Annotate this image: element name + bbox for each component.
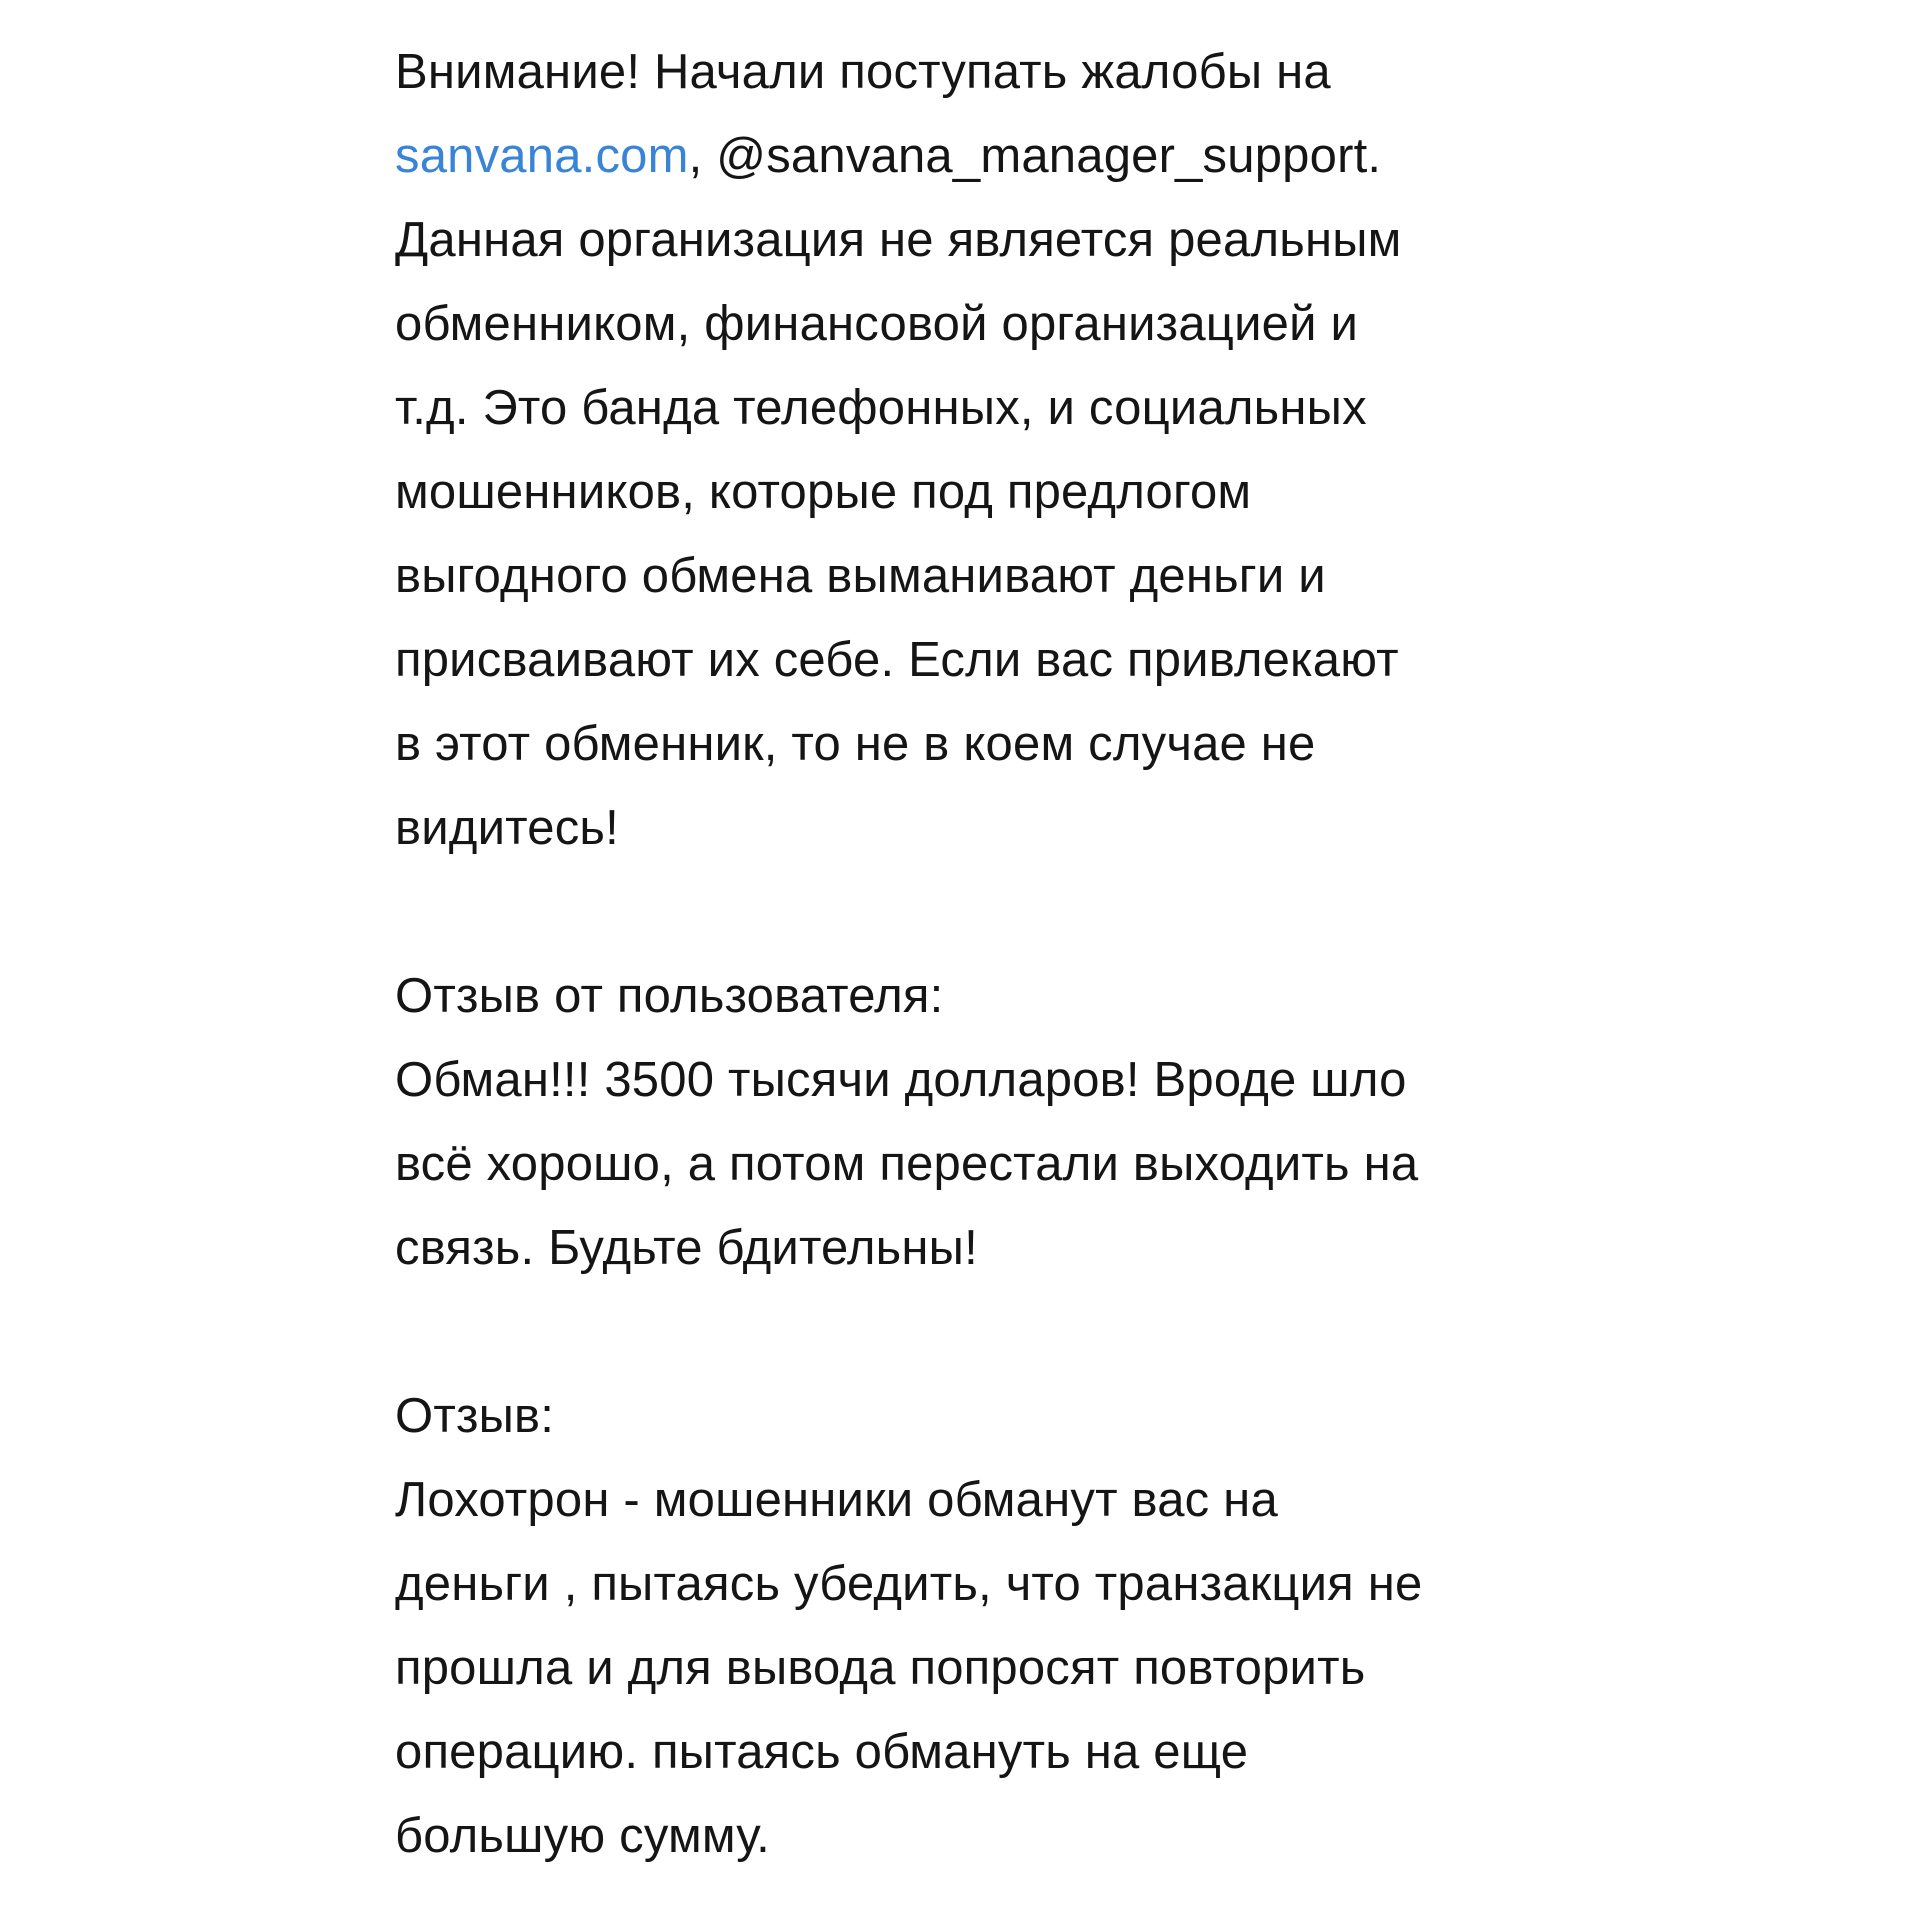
website-link[interactable]: sanvana.com xyxy=(395,129,689,183)
review-line: Лохотрон - мошенники обманут вас на xyxy=(395,1473,1278,1527)
warning-line: т.д. Это банда телефонных, и социальных xyxy=(395,381,1367,435)
review-line: прошла и для вывода попросят повторить xyxy=(395,1641,1366,1695)
warning-line: Данная организация не является реальным xyxy=(395,213,1402,267)
review-line: большую сумму. xyxy=(395,1809,770,1863)
paragraph-gap xyxy=(395,1290,1625,1374)
paragraph-gap xyxy=(395,870,1625,954)
warning-line: присваивают их себе. Если вас привлекают xyxy=(395,633,1399,687)
warning-line: в этот обменник, то не в коем случае не xyxy=(395,717,1316,771)
review-line: операцию. пытаясь обмануть на еще xyxy=(395,1725,1249,1779)
warning-line: обменником, финансовой организацией и xyxy=(395,297,1359,351)
review-heading: Отзыв от пользователя: xyxy=(395,969,944,1023)
warning-line: мошенников, которые под предлогом xyxy=(395,465,1252,519)
support-username: , @sanvana_manager_support. xyxy=(688,129,1382,183)
warning-line: Внимание! Начали поступать жалобы на xyxy=(395,45,1331,99)
warning-line: видитесь! xyxy=(395,801,619,855)
review-line: всё хорошо, а потом перестали выходить на xyxy=(395,1137,1419,1191)
review-line: Обман!!! 3500 тысячи долларов! Вроде шло xyxy=(395,1053,1407,1107)
warning-line xyxy=(395,114,1625,198)
message-text xyxy=(395,30,1625,1878)
review-heading: Отзыв: xyxy=(395,1389,555,1443)
review-line: деньги , пытаясь убедить, что транзакция не xyxy=(395,1557,1423,1611)
warning-line: выгодного обмена выманивают деньги и xyxy=(395,549,1326,603)
review-line: связь. Будьте бдительны! xyxy=(395,1221,978,1275)
